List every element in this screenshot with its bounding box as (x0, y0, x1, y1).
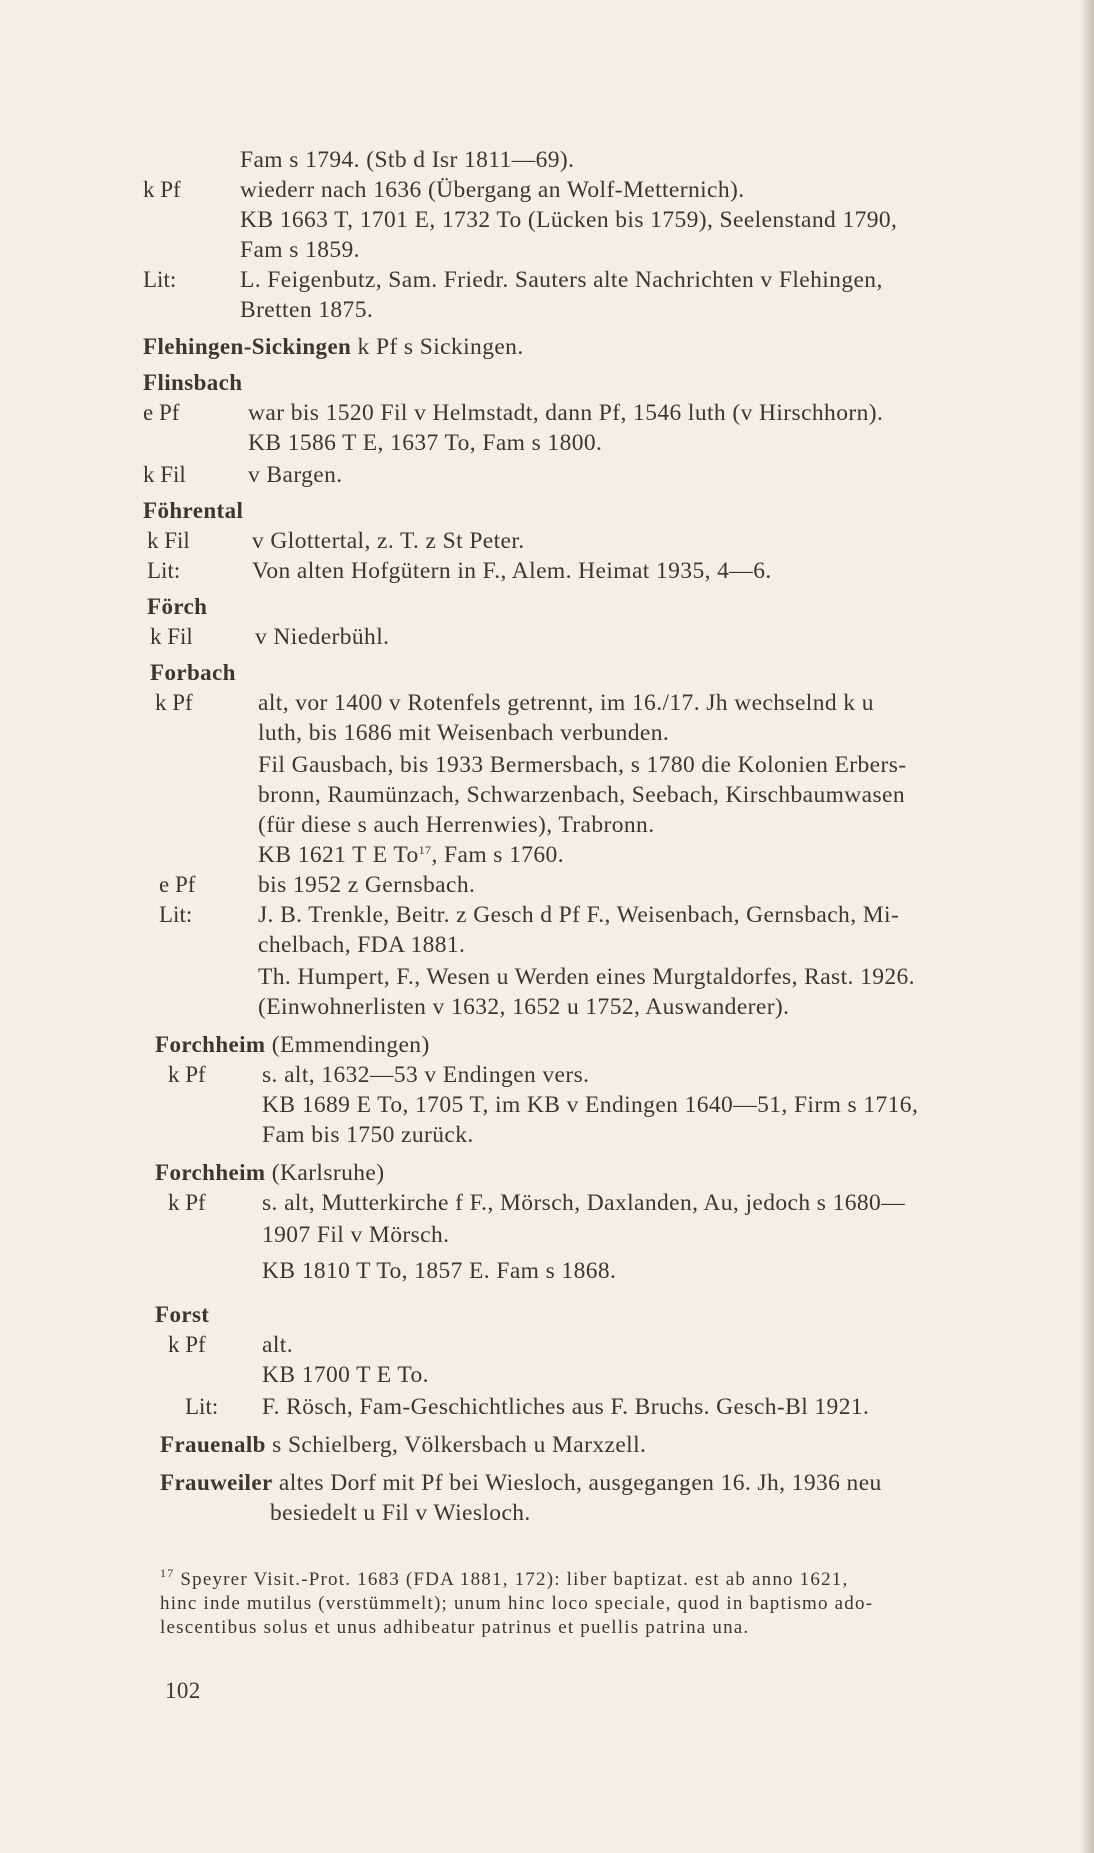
text-line: alt. (262, 1332, 293, 1358)
text-line: Fam s 1794. (Stb d Isr 1811—69). (240, 147, 575, 173)
entry-heading: Flinsbach (143, 370, 243, 395)
entry-heading-line (155, 1030, 430, 1060)
text-line: 1907 Fil v Mörsch. (262, 1222, 450, 1248)
entry-text: s Schielberg, Völkersbach u Marxzell. (272, 1432, 647, 1458)
footnote-ref: 17 (418, 843, 432, 857)
text-line: (für diese s auch Herrenwies), Trabronn. (258, 812, 655, 838)
text-line: Bretten 1875. (240, 297, 374, 323)
line-label: k Fil (147, 528, 190, 553)
entry-heading: Frauweiler (160, 1470, 273, 1495)
footnote-line: lescentibus solus et unus adhibeatur patrinus et puellis patrina una. (160, 1617, 750, 1638)
line-label: k Pf (168, 1062, 206, 1087)
entry-heading: Forchheim (155, 1160, 266, 1185)
footnote-line: hinc inde mutilus (verstümmelt); unum hinc loco speciale, quod in baptismo ado- (160, 1593, 874, 1614)
text-line: s. alt, Mutterkirche f F., Mörsch, Daxlanden, Au, jedoch s 1680— (262, 1190, 906, 1216)
line-label: Lit: (159, 902, 193, 927)
line-label: Lit: (185, 1394, 219, 1419)
text-line: war bis 1520 Fil v Helmstadt, dann Pf, 1546 luth (v Hirschhorn). (248, 400, 884, 426)
entry-text: (Emmendingen) (271, 1032, 430, 1058)
line-label: e Pf (143, 400, 180, 425)
entry-heading: Föhrental (143, 498, 244, 523)
footnote-line (160, 1568, 848, 1592)
line-label: k Pf (155, 690, 193, 715)
line-label: k Pf (143, 177, 181, 202)
line-label: Lit: (143, 267, 177, 292)
text-line: besiedelt u Fil v Wiesloch. (270, 1500, 531, 1526)
text-line: KB 1810 T To, 1857 E. Fam s 1868. (262, 1258, 617, 1284)
entry-heading-line (160, 1430, 646, 1460)
footnote-marker: 17 (160, 1566, 175, 1580)
text-line: s. alt, 1632—53 v Endingen vers. (262, 1062, 590, 1088)
entry-heading-line (160, 1468, 882, 1498)
entry-heading-line (143, 332, 524, 362)
entry-heading: Forbach (150, 660, 236, 685)
line-label: k Fil (143, 462, 186, 487)
text-line: bronn, Raumünzach, Schwarzenbach, Seebach, Kirschbaumwasen (258, 782, 906, 808)
entry-heading: Flehingen-Sickingen (143, 334, 352, 359)
text-line: Fam bis 1750 zurück. (262, 1122, 474, 1148)
text-line: Fam s 1859. (240, 237, 360, 263)
text-segment: KB 1621 T E To (258, 842, 419, 868)
text-line: v Niederbühl. (255, 624, 390, 650)
text-line: wiederr nach 1636 (Übergang an Wolf-Metternich). (240, 177, 745, 203)
text-line: bis 1952 z Gernsbach. (258, 872, 476, 898)
text-line: L. Feigenbutz, Sam. Friedr. Sauters alte Nachrichten v Flehingen, (240, 267, 883, 293)
entry-heading: Frauenalb (160, 1432, 266, 1457)
entry-heading: Forst (155, 1302, 210, 1327)
entry-text: (Karlsruhe) (271, 1160, 385, 1186)
text-line: (Einwohnerlisten v 1632, 1652 u 1752, Auswanderer). (258, 994, 790, 1020)
entry-heading: Förch (147, 594, 208, 619)
text-line: Th. Humpert, F., Wesen u Werden eines Murgtaldorfes, Rast. 1926. (258, 964, 915, 990)
text-line: Von alten Hofgütern in F., Alem. Heimat 1935, 4—6. (252, 558, 772, 584)
line-label: e Pf (159, 872, 196, 897)
page-edge-shadow (1080, 0, 1094, 1853)
line-label: k Pf (168, 1332, 206, 1357)
text-line: chelbach, FDA 1881. (258, 932, 466, 958)
text-line: KB 1586 T E, 1637 To, Fam s 1800. (248, 430, 603, 456)
line-label: k Pf (168, 1190, 206, 1215)
text-line: F. Rösch, Fam-Geschichtliches aus F. Bruchs. Gesch-Bl 1921. (262, 1394, 870, 1420)
text-line: v Glottertal, z. T. z St Peter. (252, 528, 525, 554)
text-line: alt, vor 1400 v Rotenfels getrennt, im 16./17. Jh wechselnd k u (258, 690, 874, 716)
text-segment: , Fam s 1760. (431, 842, 564, 868)
entry-text: altes Dorf mit Pf bei Wiesloch, ausgegangen 16. Jh, 1936 neu (278, 1470, 882, 1496)
entry-text: k Pf s Sickingen. (357, 334, 524, 360)
page-number: 102 (165, 1678, 201, 1703)
line-label: k Fil (150, 624, 193, 649)
footnote-text: Speyrer Visit.-Prot. 1683 (FDA 1881, 172): liber baptizat. est ab anno 1621, (180, 1569, 849, 1590)
entry-heading: Forchheim (155, 1032, 266, 1057)
text-line (258, 840, 564, 870)
text-line: J. B. Trenkle, Beitr. z Gesch d Pf F., Weisenbach, Gernsbach, Mi- (258, 902, 900, 928)
text-line: luth, bis 1686 mit Weisenbach verbunden. (258, 720, 670, 746)
text-line: KB 1689 E To, 1705 T, im KB v Endingen 1640—51, Firm s 1716, (262, 1092, 919, 1118)
text-line: KB 1700 T E To. (262, 1362, 429, 1388)
entry-heading-line (155, 1158, 385, 1188)
text-line: KB 1663 T, 1701 E, 1732 To (Lücken bis 1759), Seelenstand 1790, (240, 207, 898, 233)
text-line: Fil Gausbach, bis 1933 Bermersbach, s 1780 die Kolonien Erbers- (258, 752, 907, 778)
line-label: Lit: (147, 558, 181, 583)
text-line: v Bargen. (248, 462, 343, 488)
